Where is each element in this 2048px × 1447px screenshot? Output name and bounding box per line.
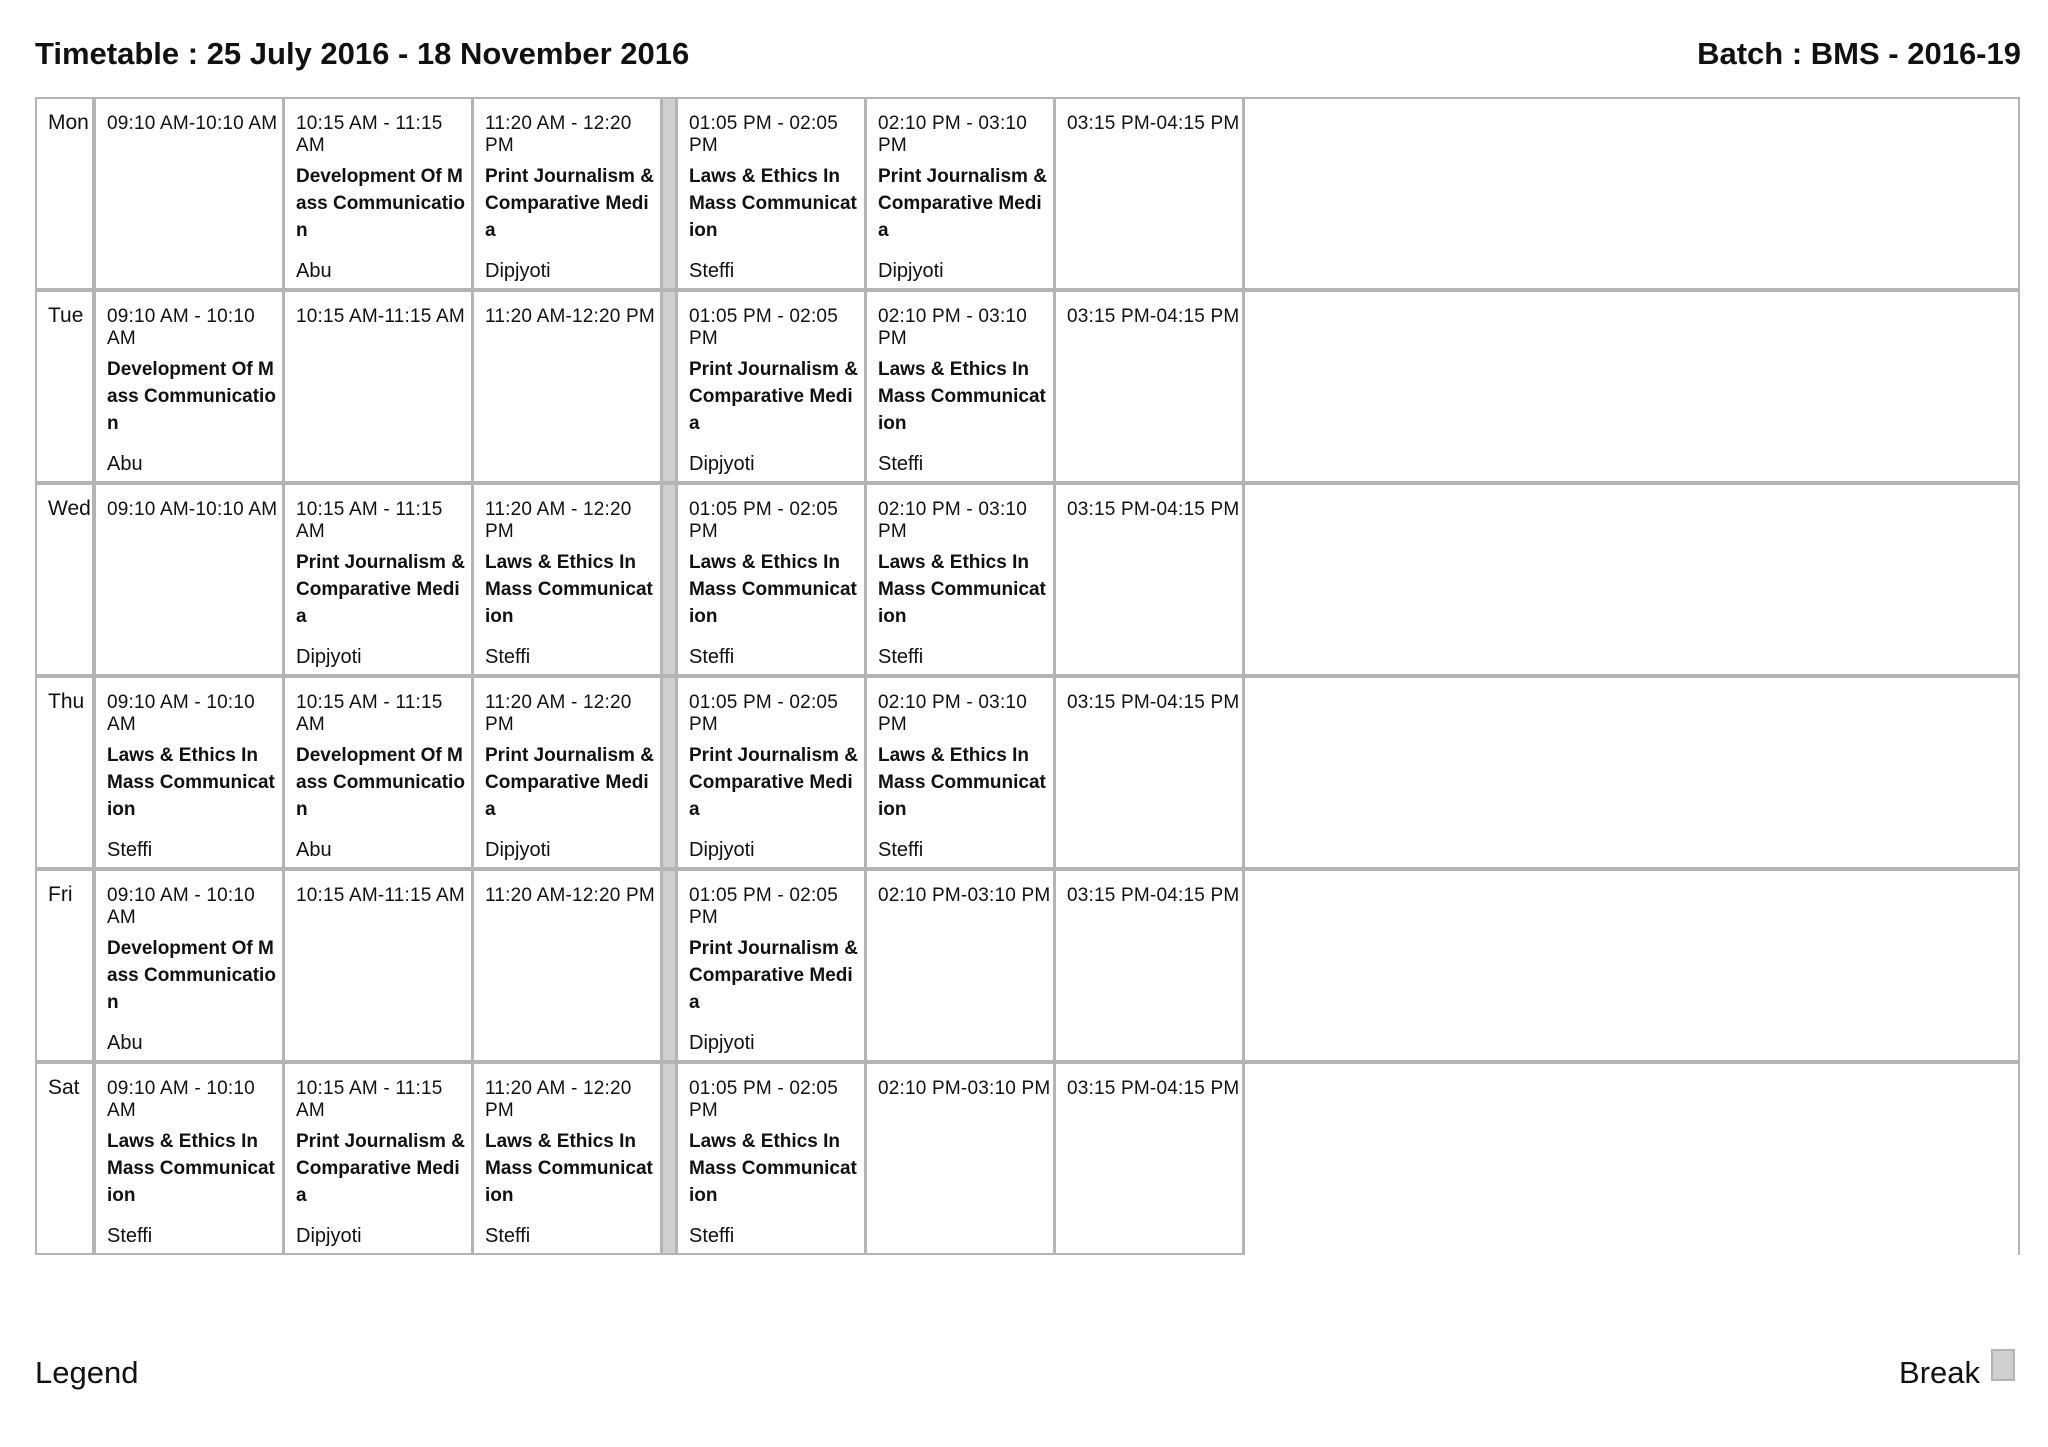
break-column xyxy=(661,869,677,1062)
day-cell xyxy=(35,483,94,676)
slot-subject: Laws & Ethics In Mass Communication xyxy=(689,552,857,627)
slot-cell xyxy=(94,290,284,483)
timetable-row xyxy=(35,483,2020,676)
day-label: Sat xyxy=(48,1076,80,1099)
slot-time: 01:05 PM - 02:05 PM xyxy=(689,499,838,542)
slot-subject: Print Journalism & Comparative Media xyxy=(689,359,858,434)
slot-teacher: Steffi xyxy=(689,260,735,282)
slot-cell xyxy=(1054,483,1244,676)
slot-teacher: Abu xyxy=(107,1032,143,1054)
slot-time: 11:20 AM - 12:20 PM xyxy=(485,692,632,735)
legend-label: Legend xyxy=(35,1355,139,1390)
slot-cell xyxy=(865,676,1055,869)
slot-subject: Laws & Ethics In Mass Communication xyxy=(689,1131,857,1206)
slot-subject: Development Of Mass Communication xyxy=(107,938,276,1013)
slot-subject: Development Of Mass Communication xyxy=(107,359,276,434)
slot-time: 02:10 PM - 03:10 PM xyxy=(878,113,1027,156)
slot-cell xyxy=(676,290,866,483)
slot-teacher: Dipjyoti xyxy=(485,839,551,861)
slot-subject: Laws & Ethics In Mass Communication xyxy=(107,1131,275,1206)
slot-time: 11:20 AM - 12:20 PM xyxy=(485,499,632,542)
slot-teacher: Dipjyoti xyxy=(689,453,755,475)
slot-subject: Print Journalism & Comparative Media xyxy=(878,166,1047,241)
slot-subject: Laws & Ethics In Mass Communication xyxy=(689,166,857,241)
slot-time: 09:10 AM-10:10 AM xyxy=(107,113,278,134)
slot-cell xyxy=(1054,676,1244,869)
slot-cell xyxy=(472,676,662,869)
slot-time: 03:15 PM-04:15 PM xyxy=(1067,113,1240,134)
slot-subject: Laws & Ethics In Mass Communication xyxy=(485,552,653,627)
slot-cell xyxy=(283,97,473,290)
empty-filler-cell xyxy=(1243,1062,2020,1255)
slot-teacher: Steffi xyxy=(689,646,735,668)
day-label: Mon xyxy=(48,111,89,134)
slot-teacher: Steffi xyxy=(878,453,924,475)
slot-teacher: Abu xyxy=(296,260,332,282)
slot-time: 10:15 AM - 11:15 AM xyxy=(296,113,443,156)
slot-cell xyxy=(94,1062,284,1255)
day-cell xyxy=(35,676,94,869)
slot-cell xyxy=(865,97,1055,290)
slot-subject: Print Journalism & Comparative Media xyxy=(689,938,858,1013)
slot-subject: Laws & Ethics In Mass Communication xyxy=(878,552,1046,627)
slot-subject: Print Journalism & Comparative Media xyxy=(296,552,465,627)
slot-cell xyxy=(94,869,284,1062)
timetable-row xyxy=(35,1062,2020,1255)
slot-time: 03:15 PM-04:15 PM xyxy=(1067,499,1240,520)
slot-time: 02:10 PM - 03:10 PM xyxy=(878,499,1027,542)
slot-time: 03:15 PM-04:15 PM xyxy=(1067,1078,1240,1099)
timetable-row xyxy=(35,290,2020,483)
break-legend-label: Break xyxy=(1899,1355,1980,1390)
day-label: Tue xyxy=(48,304,84,327)
slot-cell xyxy=(94,97,284,290)
break-column xyxy=(661,97,677,290)
slot-subject: Laws & Ethics In Mass Communication xyxy=(107,745,275,820)
empty-filler-cell xyxy=(1243,869,2020,1062)
slot-cell xyxy=(94,676,284,869)
day-label: Thu xyxy=(48,690,85,713)
slot-cell xyxy=(865,290,1055,483)
slot-teacher: Dipjyoti xyxy=(878,260,944,282)
slot-time: 11:20 AM-12:20 PM xyxy=(485,306,655,327)
slot-time: 01:05 PM - 02:05 PM xyxy=(689,306,838,349)
slot-teacher: Steffi xyxy=(485,646,531,668)
slot-subject: Development Of Mass Communication xyxy=(296,166,465,241)
slot-subject: Print Journalism & Comparative Media xyxy=(689,745,858,820)
break-legend-swatch xyxy=(1991,1349,2015,1381)
slot-cell xyxy=(1054,97,1244,290)
slot-time: 09:10 AM - 10:10 AM xyxy=(107,885,255,928)
batch-label: Batch : BMS - 2016-19 xyxy=(1697,36,2021,71)
slot-cell xyxy=(676,1062,866,1255)
empty-filler-cell xyxy=(1243,483,2020,676)
slot-cell xyxy=(676,869,866,1062)
slot-teacher: Steffi xyxy=(107,1225,153,1247)
slot-cell xyxy=(865,1062,1055,1255)
slot-time: 09:10 AM - 10:10 AM xyxy=(107,1078,255,1121)
slot-teacher: Dipjyoti xyxy=(296,1225,362,1247)
slot-cell xyxy=(865,483,1055,676)
slot-cell xyxy=(283,676,473,869)
slot-time: 10:15 AM - 11:15 AM xyxy=(296,499,443,542)
slot-teacher: Steffi xyxy=(878,646,924,668)
empty-filler-cell xyxy=(1243,676,2020,869)
slot-time: 03:15 PM-04:15 PM xyxy=(1067,306,1240,327)
slot-cell xyxy=(472,869,662,1062)
slot-cell xyxy=(1054,290,1244,483)
slot-cell xyxy=(472,290,662,483)
slot-cell xyxy=(676,483,866,676)
day-cell xyxy=(35,1062,94,1255)
slot-cell xyxy=(676,97,866,290)
slot-time: 01:05 PM - 02:05 PM xyxy=(689,692,838,735)
slot-time: 03:15 PM-04:15 PM xyxy=(1067,885,1240,906)
timetable-row xyxy=(35,97,2020,290)
slot-time: 02:10 PM - 03:10 PM xyxy=(878,692,1027,735)
slot-subject: Print Journalism & Comparative Media xyxy=(485,166,654,241)
slot-time: 02:10 PM - 03:10 PM xyxy=(878,306,1027,349)
slot-subject: Laws & Ethics In Mass Communication xyxy=(878,745,1046,820)
slot-cell xyxy=(676,676,866,869)
slot-time: 10:15 AM - 11:15 AM xyxy=(296,1078,443,1121)
slot-time: 01:05 PM - 02:05 PM xyxy=(689,885,838,928)
slot-time: 03:15 PM-04:15 PM xyxy=(1067,692,1240,713)
day-label: Fri xyxy=(48,883,73,906)
slot-cell xyxy=(283,869,473,1062)
slot-teacher: Dipjyoti xyxy=(296,646,362,668)
slot-teacher: Steffi xyxy=(689,1225,735,1247)
slot-cell xyxy=(1054,1062,1244,1255)
slot-cell xyxy=(865,869,1055,1062)
slot-cell xyxy=(283,1062,473,1255)
slot-cell xyxy=(283,290,473,483)
slot-cell xyxy=(1054,869,1244,1062)
slot-subject: Development Of Mass Communication xyxy=(296,745,465,820)
day-cell xyxy=(35,97,94,290)
slot-time: 01:05 PM - 02:05 PM xyxy=(689,1078,838,1121)
slot-teacher: Steffi xyxy=(485,1225,531,1247)
break-column xyxy=(661,676,677,869)
empty-filler-cell xyxy=(1243,97,2020,290)
empty-filler-cell xyxy=(1243,290,2020,483)
break-column xyxy=(661,1062,677,1255)
slot-teacher: Dipjyoti xyxy=(485,260,551,282)
page-title: Timetable : 25 July 2016 - 18 November 2016 xyxy=(35,36,690,71)
day-cell xyxy=(35,290,94,483)
slot-time: 10:15 AM - 11:15 AM xyxy=(296,692,443,735)
timetable-row xyxy=(35,676,2020,869)
slot-cell xyxy=(472,483,662,676)
slot-cell xyxy=(94,483,284,676)
slot-time: 01:05 PM - 02:05 PM xyxy=(689,113,838,156)
slot-teacher: Abu xyxy=(296,839,332,861)
slot-teacher: Abu xyxy=(107,453,143,475)
slot-cell xyxy=(472,1062,662,1255)
slot-time: 09:10 AM - 10:10 AM xyxy=(107,692,255,735)
slot-subject: Laws & Ethics In Mass Communication xyxy=(485,1131,653,1206)
slot-teacher: Steffi xyxy=(878,839,924,861)
slot-time: 10:15 AM-11:15 AM xyxy=(296,885,465,906)
slot-subject: Print Journalism & Comparative Media xyxy=(485,745,654,820)
break-column xyxy=(661,290,677,483)
slot-teacher: Dipjyoti xyxy=(689,839,755,861)
timetable-grid xyxy=(35,97,2020,1253)
slot-teacher: Steffi xyxy=(107,839,153,861)
slot-cell xyxy=(472,97,662,290)
day-label: Wed xyxy=(48,497,91,520)
slot-teacher: Dipjyoti xyxy=(689,1032,755,1054)
slot-time: 10:15 AM-11:15 AM xyxy=(296,306,465,327)
day-cell xyxy=(35,869,94,1062)
slot-subject: Laws & Ethics In Mass Communication xyxy=(878,359,1046,434)
break-column xyxy=(661,483,677,676)
slot-time: 09:10 AM-10:10 AM xyxy=(107,499,278,520)
slot-subject: Print Journalism & Comparative Media xyxy=(296,1131,465,1206)
timetable-row xyxy=(35,869,2020,1062)
slot-time: 02:10 PM-03:10 PM xyxy=(878,1078,1051,1099)
slot-time: 11:20 AM-12:20 PM xyxy=(485,885,655,906)
slot-time: 11:20 AM - 12:20 PM xyxy=(485,1078,632,1121)
slot-time: 09:10 AM - 10:10 AM xyxy=(107,306,255,349)
slot-time: 02:10 PM-03:10 PM xyxy=(878,885,1051,906)
slot-cell xyxy=(283,483,473,676)
slot-time: 11:20 AM - 12:20 PM xyxy=(485,113,632,156)
